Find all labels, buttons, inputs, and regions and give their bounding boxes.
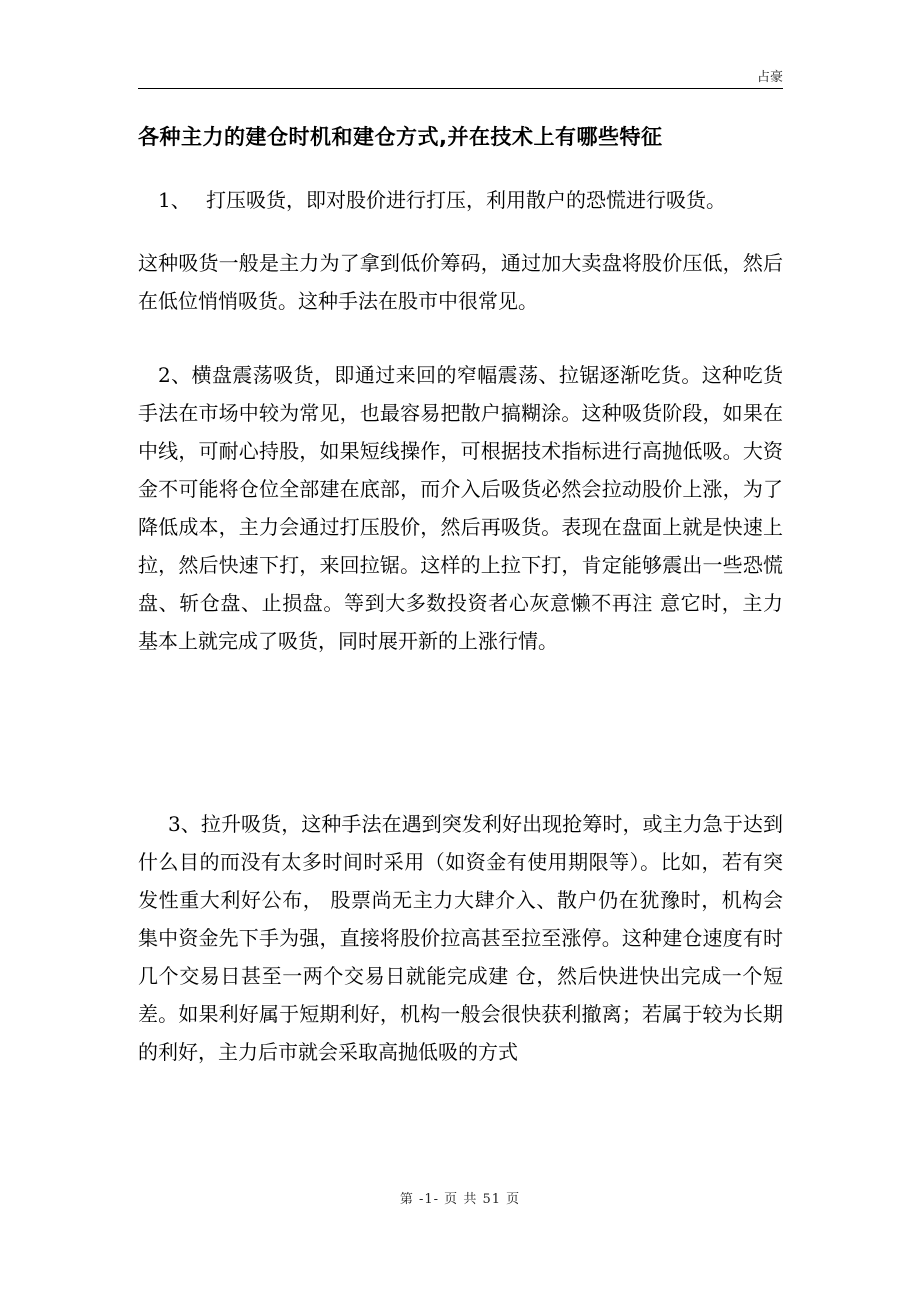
section-1-text: 打压吸货，即对股价进行打压，利用散户的恐慌进行吸货。 <box>206 188 726 212</box>
header-author: 占豪 <box>756 70 783 85</box>
section-3-paragraph <box>138 805 783 1071</box>
section-1-detail-paragraph <box>138 244 783 320</box>
section-1-number: 1、 <box>158 188 191 212</box>
section-1-detail-text: 这种吸货一般是主力为了拿到低价筹码，通过加大卖盘将股价压低，然后在低位悄悄吸货。这种手法在股市中很常见。 <box>138 251 783 313</box>
document-title: 各种主力的建仓时机和建仓方式,并在技术上有哪些特征 <box>138 125 663 149</box>
section-2-paragraph <box>138 356 783 660</box>
section-2-text: 横盘震荡吸货，即通过来回的窄幅震荡、拉锯逐渐吃货。这种吃货手法在市场中较为常见，也最容易把散户搞糊涂。这种吸货阶段，如果在中线，可耐心持股，如果短线操作，可根据技术指标进行高抛低吸。大资金不可能将仓位全部建在底部，而介入后吸货必然会拉动股价上涨，为了降低成本，主力会通过打压股价，然后再吸货。表现在盘面上就是快速上拉，然后快速下打，来回拉锯。这样的上拉下打，肯定能够震出一些恐慌盘、斩仓盘、止损盘。等到大多数投资者心灰意懒不再注 意它时，主力基本上就完成了吸货，同时展开新的上涨行情。 <box>138 363 783 653</box>
section-1-paragraph <box>138 181 783 219</box>
section-2-number: 2、 <box>158 363 192 387</box>
section-3-number: 3、 <box>168 812 201 836</box>
page-footer: 第 -1- 页 共 51 页 <box>399 1192 521 1207</box>
page-header <box>138 62 783 89</box>
section-3-text: 拉升吸货，这种手法在遇到突发利好出现抢筹时，或主力急于达到什么目的而没有太多时间时采用（如资金有使用期限等）。比如，若有突发性重大利好公布， 股票尚无主力大肆介入、散户仍在犹豫时，机构会集中资金先下手为强，直接将股价拉高甚至拉至涨停。这种建仓速度有时几个交易日甚至一两个交易日就能完成建 仓，然后快进快出完成一个短差。如果利好属于短期利好，机构一般会很快获利撤离；若属于较为长期的利好，主力后市就会采取高抛低吸的方式 <box>138 812 784 1064</box>
